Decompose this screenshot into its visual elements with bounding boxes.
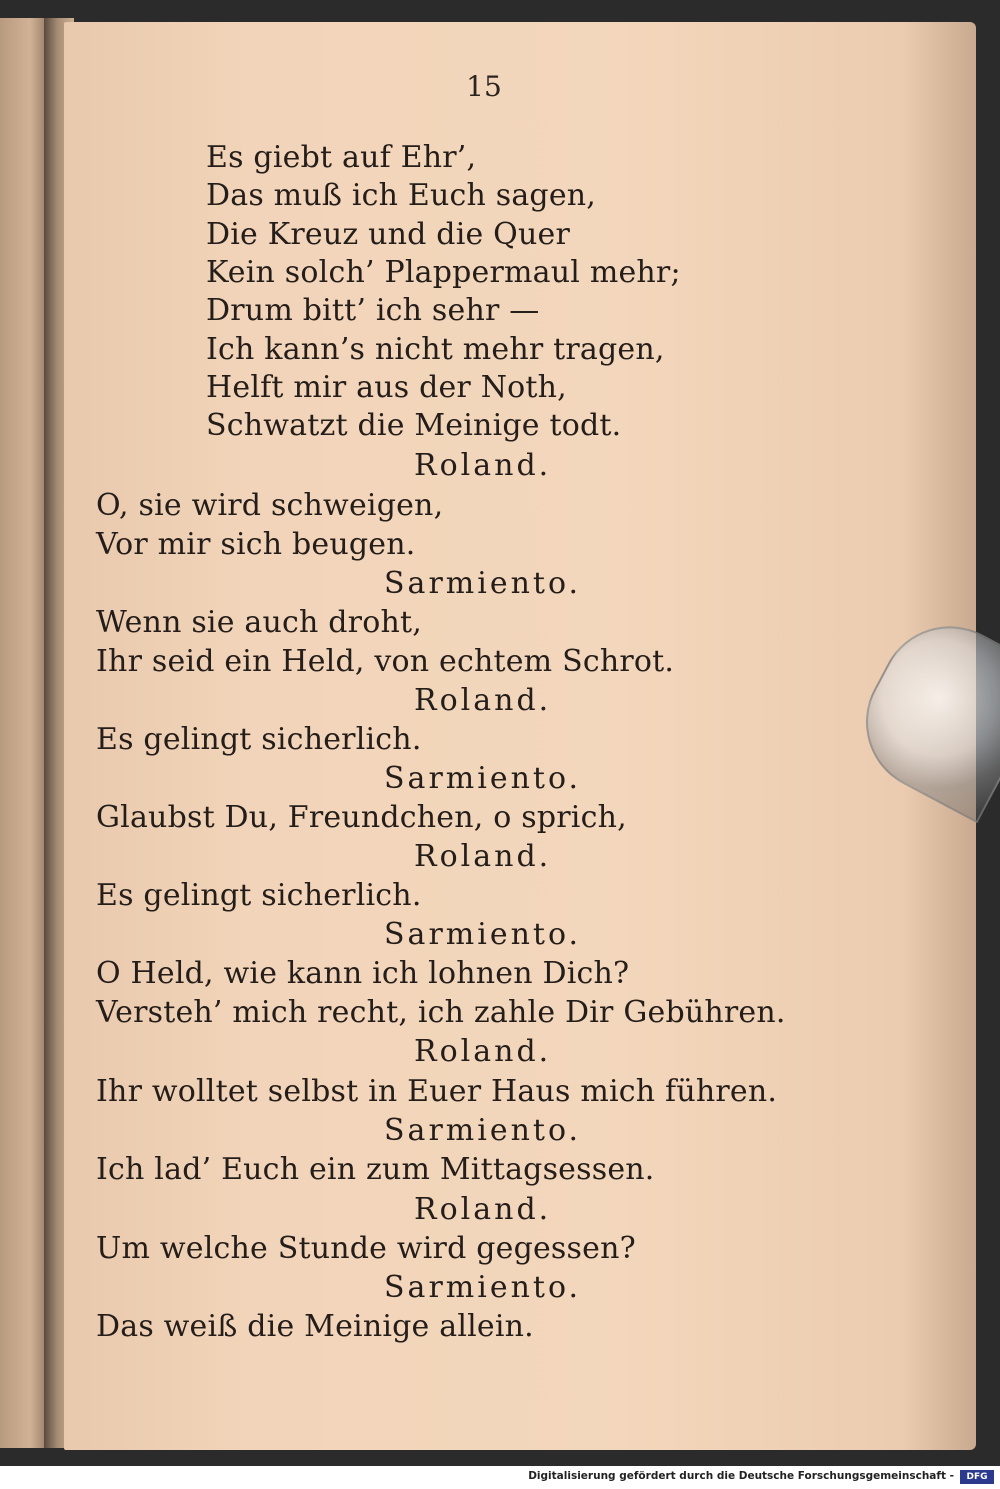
verse-line: Das weiß die Meinige allein. bbox=[96, 1309, 534, 1344]
verse-line: Die Kreuz und die Quer bbox=[206, 217, 570, 252]
page-number: 15 bbox=[466, 70, 502, 103]
verse-line: Ich lad’ Euch ein zum Mittagsessen. bbox=[96, 1152, 655, 1187]
verse-line: Glaubst Du, Freundchen, o sprich, bbox=[96, 800, 627, 835]
verse-line: Es gelingt sicherlich. bbox=[96, 878, 422, 913]
verse-line: Um welche Stunde wird gegessen? bbox=[96, 1231, 636, 1266]
verse-line: Vor mir sich beugen. bbox=[96, 527, 416, 562]
speaker-name: Roland. bbox=[414, 839, 552, 874]
speaker-name: Sarmiento. bbox=[384, 1270, 582, 1305]
verse-line: Wenn sie auch droht, bbox=[96, 605, 422, 640]
speaker-name: Sarmiento. bbox=[384, 917, 582, 952]
verse-line: O, sie wird schweigen, bbox=[96, 488, 444, 523]
verse-line: Es gelingt sicherlich. bbox=[96, 722, 422, 757]
verse-line: Kein solch’ Plappermaul mehr; bbox=[206, 255, 681, 290]
speaker-name: Roland. bbox=[414, 1192, 552, 1227]
speaker-name: Sarmiento. bbox=[384, 761, 582, 796]
speaker-name: Roland. bbox=[414, 683, 552, 718]
speaker-name: Roland. bbox=[414, 1034, 552, 1069]
verse-line: Das muß ich Euch sagen, bbox=[206, 178, 597, 213]
facing-page-edge bbox=[0, 18, 50, 1448]
verse-line: O Held, wie kann ich lohnen Dich? bbox=[96, 956, 630, 991]
verse-line: Versteh’ mich recht, ich zahle Dir Gebühren. bbox=[96, 995, 786, 1030]
verse-line: Es giebt auf Ehr’, bbox=[206, 140, 477, 175]
verse-line: Ihr wolltet selbst in Euer Haus mich führen. bbox=[96, 1074, 778, 1109]
speaker-name: Sarmiento. bbox=[384, 566, 582, 601]
verse-line: Ihr seid ein Held, von echtem Schrot. bbox=[96, 644, 675, 679]
dfg-logo: DFG bbox=[960, 1470, 994, 1484]
verse-line: Helft mir aus der Noth, bbox=[206, 370, 567, 405]
verse-line: Schwatzt die Meinige todt. bbox=[206, 408, 622, 443]
speaker-name: Sarmiento. bbox=[384, 1113, 582, 1148]
footer-bar bbox=[0, 1466, 1000, 1489]
footer-credit: Digitalisierung gefördert durch die Deutsche Forschungsgemeinschaft - bbox=[528, 1470, 954, 1482]
verse-line: Drum bitt’ ich sehr — bbox=[206, 293, 540, 328]
verse-line: Ich kann’s nicht mehr tragen, bbox=[206, 332, 665, 367]
speaker-name: Roland. bbox=[414, 448, 552, 483]
